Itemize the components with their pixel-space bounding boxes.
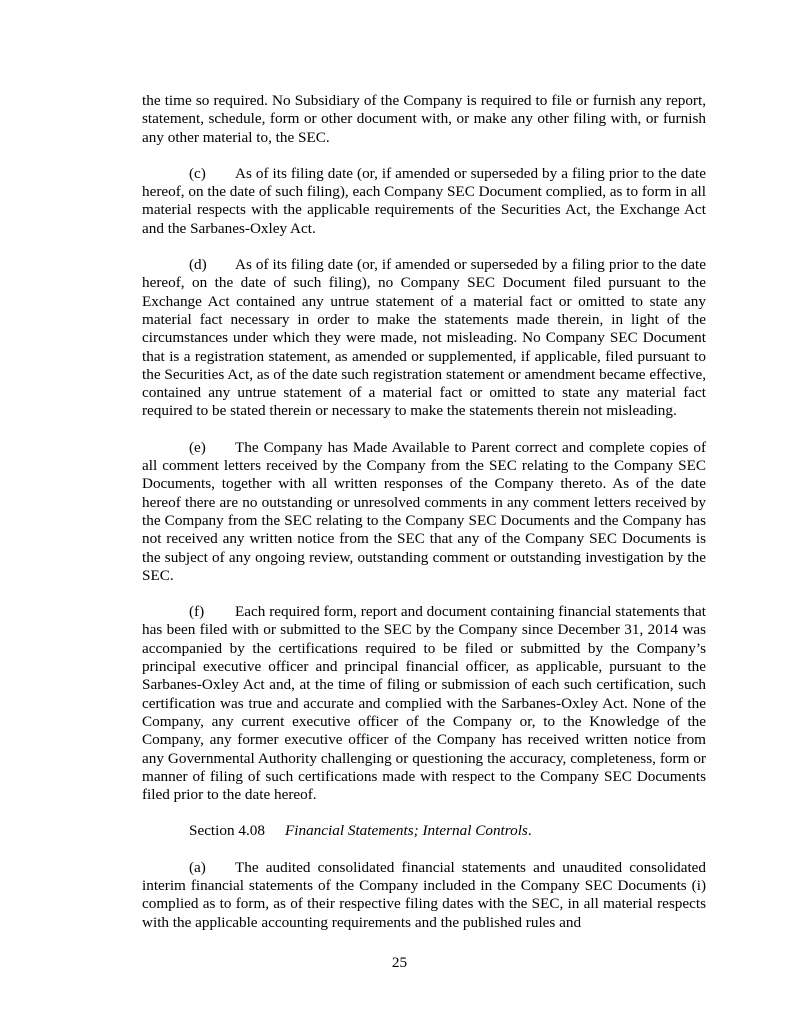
- paragraph-a: [142, 859, 706, 932]
- section-title: Financial Statements; Internal Controls: [285, 822, 528, 840]
- paragraph-text: The audited consolidated financial statements and unaudited consolidated interim financial statements of the Company included in the Company SEC Documents (i) complied as to form, as of their respective filing dates with the SEC, in all material respects with the applicable accounting requirements and the published rules and: [142, 858, 706, 931]
- paragraph-text: Each required form, report and document containing financial statements that has been filed with or submitted to the SEC by the Company since December 31, 2014 was accompanied by the certifications required to be filed or submitted by the Company’s principal executive officer and principal financial officer, as applicable, pursuant to the Sarbanes-Oxley Act and, at the time of filing or submission of each such certification, such certification was true and accurate and complied with the Sarbanes-Oxley Act. None of the Company, any current executive officer of the Company or, to the Knowledge of the Company, any former executive officer of the Company has received written notice from any Governmental Authority challenging or questioning the accuracy, completeness, form or manner of filing of such certifications made with respect to the Company SEC Documents filed prior to the date hereof.: [142, 603, 706, 804]
- paragraph-f: [142, 603, 706, 804]
- section-heading: [142, 822, 706, 840]
- section-number: Section 4.08: [189, 822, 265, 840]
- paragraph-d: [142, 256, 706, 421]
- page-number: 25: [391, 954, 408, 971]
- paragraph-text: As of its filing date (or, if amended or superseded by a filing prior to the date hereof, on the date of such filing), no Company SEC Document filed pursuant to the Exchange Act contained any untrue statement of a material fact or omitted to state any material fact necessary in order to make the statements made therein, in light of the circumstances under which they were made, not misleading. No Company SEC Document that is a registration statement, as amended or supplemented, if applicable, filed pursuant to the Securities Act, as of the date such registration statement or amendment became effective, contained any untrue statement of a material fact or omitted to state any material fact required to be stated therein or necessary to make the statements therein not misleading.: [142, 256, 706, 420]
- paragraph-c: [142, 165, 706, 238]
- paragraph-text: As of its filing date (or, if amended or superseded by a filing prior to the date hereof, on the date of such filing), each Company SEC Document complied, as to form in all material respects with the applicable requirements of the Securities Act, the Exchange Act and the Sarbanes-Oxley Act.: [142, 164, 706, 237]
- paragraph-e: [142, 439, 706, 585]
- paragraph-continuation: [142, 92, 706, 147]
- document-page: [142, 92, 706, 950]
- paragraph-label: (f): [189, 603, 205, 621]
- section-title-period: .: [527, 822, 532, 840]
- paragraph-text: the time so required. No Subsidiary of the Company is required to file or furnish any report, statement, schedule, form or other document with, or make any other filing with, or furnish any other material to, the SEC.: [142, 92, 706, 146]
- paragraph-label: (c): [189, 164, 206, 182]
- paragraph-label: (a): [189, 858, 206, 876]
- paragraph-label: (d): [189, 256, 207, 274]
- paragraph-text: The Company has Made Available to Parent correct and complete copies of all comment letters received by the Company from the SEC relating to the Company SEC Documents, together with all written responses of the Company thereto. As of the date hereof there are no outstanding or unresolved comments in any comment letters received by the Company from the SEC relating to the Company SEC Documents and the Company has not received any written notice from the SEC that any of the Company SEC Documents is the subject of any ongoing review, outstanding comment or outstanding investigation by the SEC.: [142, 438, 706, 584]
- paragraph-label: (e): [189, 438, 206, 456]
